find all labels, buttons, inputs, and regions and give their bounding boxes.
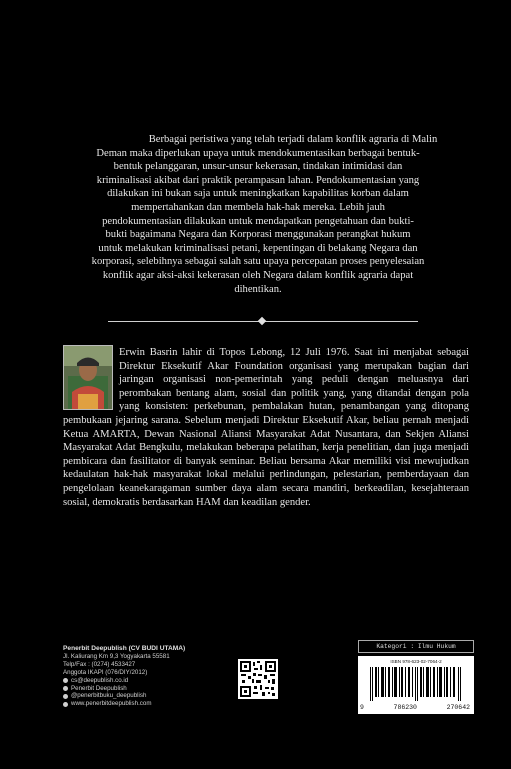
blurb-line: mempertahankan dan membela hak-hak mereka. Lebih jauh (131, 201, 385, 213)
blurb-line: untuk melakukan kriminalisasi petani, kepentingan di belakang Negara dan (98, 242, 418, 254)
email-icon (63, 678, 68, 683)
isbn-label: ISBN 978-623-02-7064-2 (390, 659, 442, 664)
divider-diamond-ornament (258, 317, 266, 325)
publisher-website: www.penerbitdeepublish.com (63, 700, 185, 708)
facebook-icon (63, 686, 68, 691)
publisher-name: Penerbit Deepublish (CV BUDI UTAMA) (63, 645, 186, 652)
blurb-line: korporasi, selebihnya sebagai salah satu upaya percepatan proses penyelesaian (91, 256, 425, 268)
barcode-digits: 9 786230 270642 (360, 704, 470, 711)
blurb-line: pendokumentasian dilakukan untuk mendapatkan pengetahuan dan bukti- (102, 215, 414, 227)
blurb-line: bukti bagaimana Negara dan Korporasi menggunakan perangkat hukum (105, 229, 411, 241)
publisher-instagram: @penerbitbuku_deepublish (63, 692, 185, 700)
blurb-line: dihentikan. (234, 283, 282, 295)
publisher-ikapi: Anggota IKAPI (076/DIY/2012) (63, 668, 148, 676)
instagram-icon (63, 694, 68, 699)
blurb-line: bentuk pelanggaran, unsur-unsur kekerasan, tindakan intimidasi dan (113, 161, 403, 173)
barcode (358, 656, 474, 714)
blurb-line: kriminalisasi akibat dari praktik perampasan lahan. Pendokumentasian yang (96, 174, 420, 186)
back-cover-blurb (58, 133, 458, 296)
blurb-line: dilakukan ini bukan saja untuk meningkatkan kapabilitas korban dalam (107, 188, 409, 200)
qr-code (238, 659, 278, 699)
blurb-line: konflik agar aksi-aksi kekerasan oleh Negara dalam konflik agraria dapat (102, 269, 414, 281)
blurb-line: Berbagai peristiwa yang telah terjadi dalam konflik agraria di Malin (148, 134, 438, 145)
publisher-facebook: Penerbit Deepublish (63, 685, 185, 693)
barcode-bars (370, 667, 462, 701)
publisher-email: cs@deepublish.co.id (63, 677, 185, 685)
web-icon (63, 702, 68, 707)
publisher-address: Jl. Kaliurang Km 9,3 Yogyakarta 55581 (63, 652, 170, 660)
publisher-info (63, 645, 185, 708)
author-bio-text: Erwin Basrin lahir di Topos Lebong, 12 Juli 1976. Saat ini menjabat sebagai Direktur Eksekutif Akar Foundation organisasi yang merupakan bagian dari jaringan organisasi non-pemerintah yang peduli dengan meluasnya dari perombakan bentang alam, sosial dan politik yang, yang ditandai dengan pola yang konsisten: perkebunan, pembalakan hutan, penambangan yang ditopang pembukaan jejaring sarana. Sebelum menjadi Direktur Eksekutif Akar, beliau pernah menjadi Ketua AMARTA, Dewan Nasional Aliansi Masyarakat Adat Nusantara, dan Sekjen Aliansi Masyarakat Adat Bengkulu, melakukan beberapa pelatihan, kerja penelitian, dan juga menjadi pembicara dan fasilitator di banyak seminar. Beliau bersama Akar memiliki visi mewujudkan kedaulatan hak-hak masyarakat lokal melalui perlindungan, pelestarian, pemberdayaan dan pengelolaan keanekaragaman sumber daya alam secara mandiri, berkeadilan, kesejahteraan sosial, demokratis berdasarkan HAM dan keadilan gender. (63, 347, 469, 508)
isbn-block (358, 640, 474, 714)
category-label: Kategori : Ilmu Hukum (358, 640, 474, 653)
author-bio (63, 346, 469, 509)
publisher-phone: Telp/Fax : (0274) 4533427 (63, 660, 136, 668)
blurb-line: Deman maka diperlukan upaya untuk mendokumentasikan berbagai bentuk- (96, 147, 420, 159)
